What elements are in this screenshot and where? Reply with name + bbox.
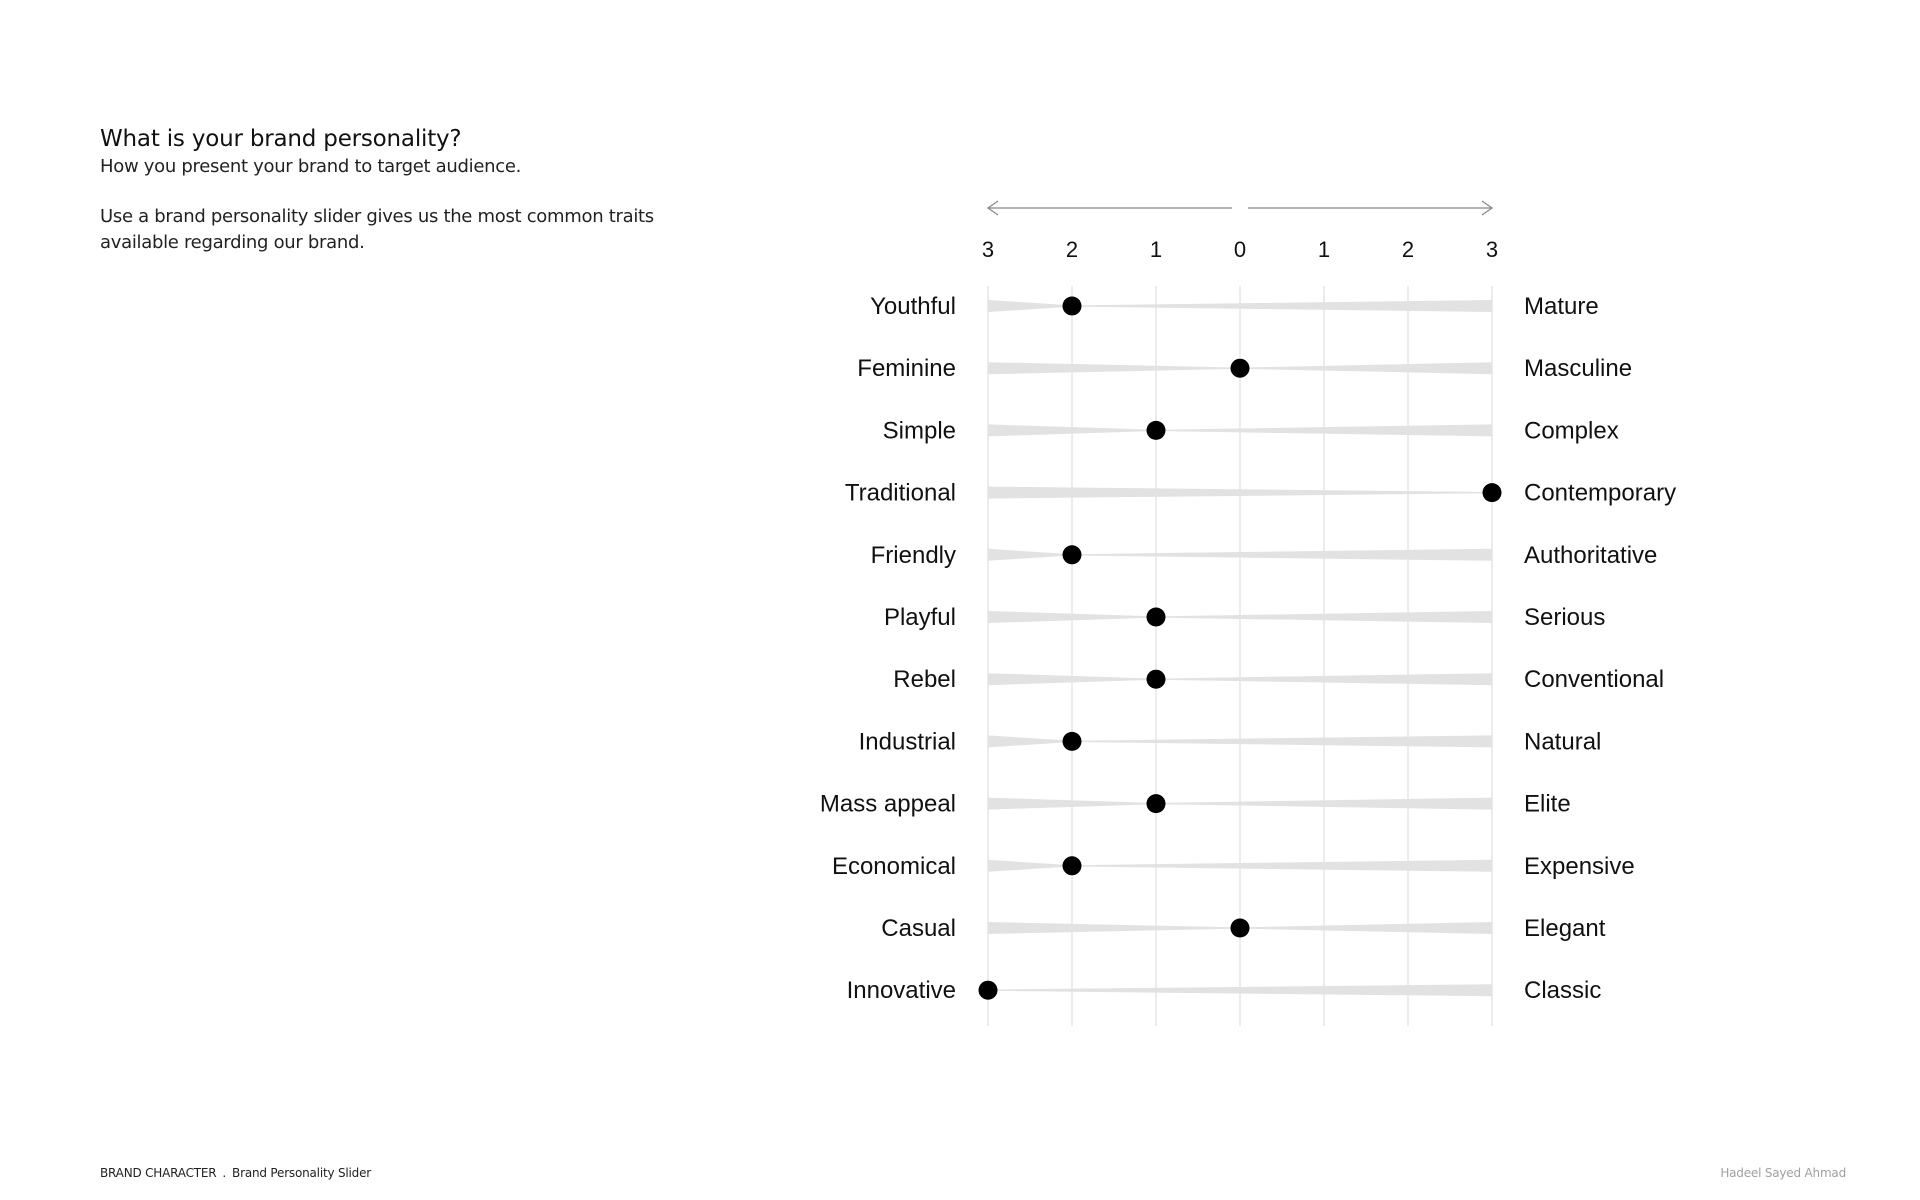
- slider-dot: [1147, 670, 1166, 689]
- trait-label-right: Authoritative: [1524, 541, 1658, 569]
- slider-dot: [1147, 794, 1166, 813]
- trait-label-left: Simple: [882, 417, 956, 445]
- trait-label-right: Elegant: [1524, 915, 1606, 942]
- tick-label: 0: [1233, 237, 1247, 262]
- trait-label-right: Mature: [1524, 293, 1599, 320]
- footer-section: BRAND CHARACTER: [100, 1166, 217, 1180]
- trait-label-left: Rebel: [893, 666, 956, 694]
- trait-label-right: Serious: [1524, 604, 1606, 631]
- trait-label-left: Traditional: [844, 479, 956, 507]
- slider-track-left: [988, 300, 1072, 312]
- trait-label-left: Youthful: [870, 293, 956, 320]
- tick-label: 3: [1485, 237, 1499, 262]
- trait-label-right: Complex: [1524, 417, 1619, 445]
- slider-track-left: [988, 860, 1072, 872]
- slider-dot: [1147, 421, 1166, 440]
- slider-track-right: [1072, 549, 1492, 561]
- slider-dot: [1231, 359, 1250, 378]
- trait-label-right: Classic: [1524, 977, 1602, 1005]
- trait-label-right: Masculine: [1524, 355, 1633, 383]
- page-title: What is your brand personality?: [100, 126, 462, 152]
- trait-label-left: Friendly: [870, 541, 956, 569]
- trait-label-left: Innovative: [846, 977, 956, 1005]
- trait-label-right: Elite: [1524, 790, 1571, 818]
- footer-breadcrumb: [100, 1166, 371, 1180]
- slider-track-left: [988, 549, 1072, 561]
- slider-dot: [1231, 919, 1250, 938]
- slider-dot: [1063, 545, 1082, 564]
- slider-track-right: [1072, 735, 1492, 747]
- page-subtitle: How you present your brand to target audience.: [100, 156, 522, 177]
- footer-page: Brand Personality Slider: [232, 1166, 371, 1180]
- slider-track-left: [988, 362, 1240, 374]
- tick-label: 2: [1065, 237, 1079, 262]
- trait-label-right: Conventional: [1524, 666, 1665, 694]
- slider-track-right: [1072, 860, 1492, 872]
- slider-dot: [979, 981, 998, 1000]
- tick-label: 1: [1149, 237, 1163, 262]
- slider-track-right: [1072, 300, 1492, 312]
- slider-dot: [1063, 297, 1082, 316]
- tick-label: 2: [1401, 237, 1415, 262]
- trait-label-left: Playful: [883, 604, 956, 631]
- slider-dot: [1147, 608, 1166, 627]
- slider-track-right: [1240, 922, 1492, 934]
- trait-label-right: Contemporary: [1524, 479, 1677, 507]
- slider-dot: [1483, 483, 1502, 502]
- slider-track-left: [988, 922, 1240, 934]
- trait-label-right: Expensive: [1524, 852, 1635, 880]
- slider-dot: [1063, 856, 1082, 875]
- trait-label-left: Feminine: [857, 355, 956, 383]
- page-description: Use a brand personality slider gives us the most common traits available regarding our brand.: [100, 206, 654, 253]
- trait-label-left: Economical: [831, 852, 956, 880]
- trait-label-right: Natural: [1524, 728, 1602, 756]
- slider-dot: [1063, 732, 1082, 751]
- footer-separator: .: [222, 1166, 227, 1180]
- tick-label: 3: [981, 237, 995, 262]
- slider-track-left: [988, 735, 1072, 747]
- trait-label-left: Industrial: [858, 728, 956, 756]
- trait-label-left: Mass appeal: [819, 790, 956, 818]
- footer-author: Hadeel Sayed Ahmad: [1720, 1166, 1846, 1180]
- tick-label: 1: [1317, 237, 1331, 262]
- trait-label-left: Casual: [881, 915, 956, 942]
- slider-track-right: [1240, 362, 1492, 374]
